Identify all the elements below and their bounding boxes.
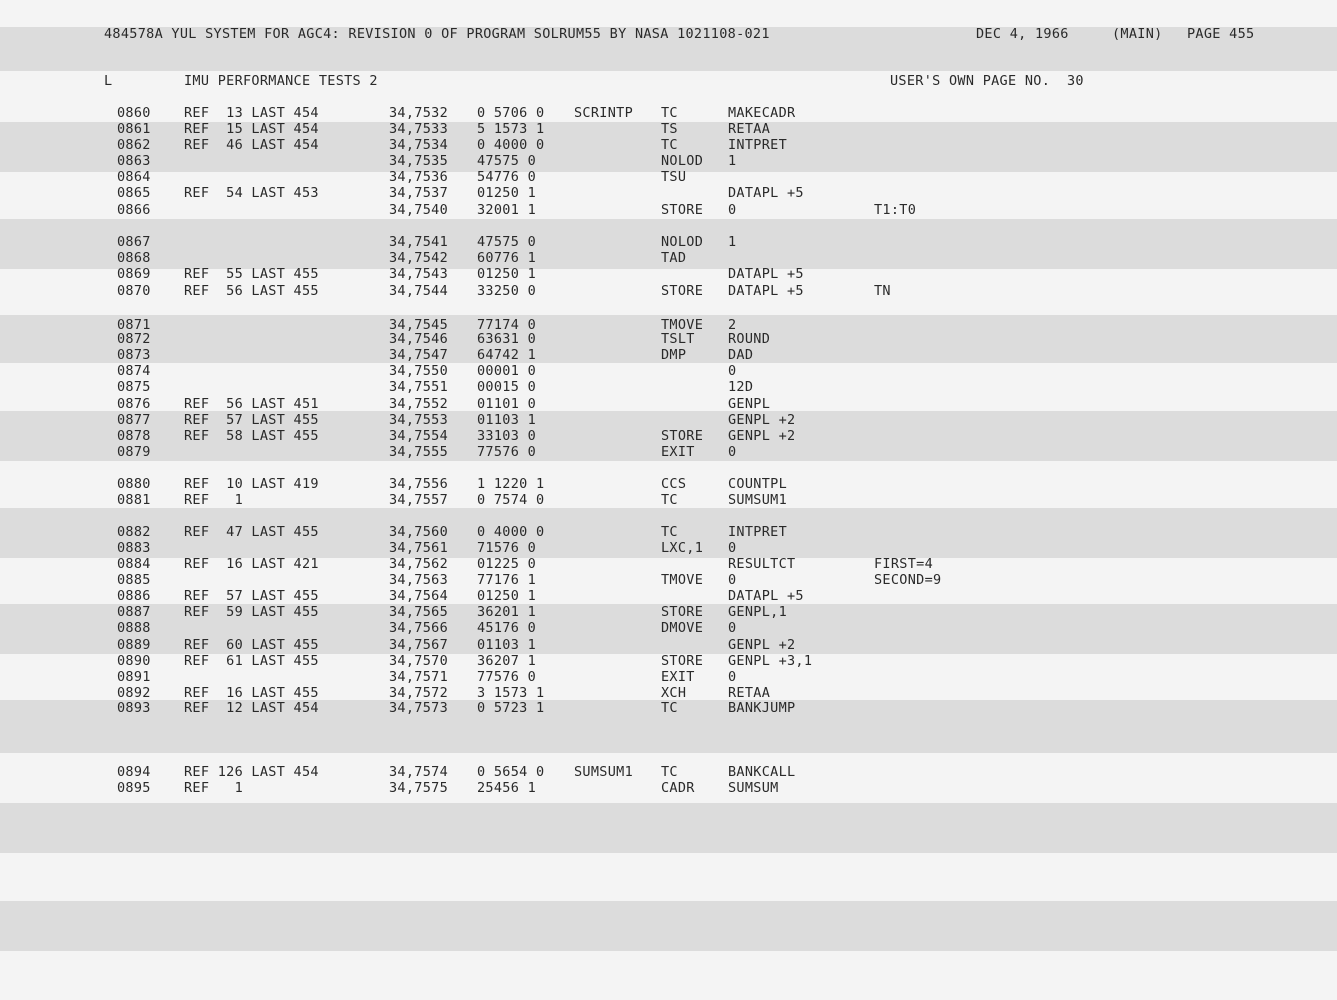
row-ref: REF 57 LAST 455 xyxy=(184,412,319,428)
row-opcode: EXIT xyxy=(661,444,695,460)
row-number: 0873 xyxy=(117,347,151,363)
row-address: 34,7572 xyxy=(389,685,448,701)
row-operand: DATAPL +5 xyxy=(728,588,804,604)
row-operand: 1 xyxy=(728,234,737,250)
row-ref: REF 46 LAST 454 xyxy=(184,137,319,153)
row-number: 0890 xyxy=(117,653,151,669)
listing-row xyxy=(0,604,1337,620)
row-opcode: TSU xyxy=(661,169,687,185)
row-number: 0875 xyxy=(117,379,151,395)
listing-row xyxy=(0,202,1337,218)
row-operand: DAD xyxy=(728,347,754,363)
row-operand: RESULTCT xyxy=(728,556,796,572)
listing-row xyxy=(0,137,1337,153)
row-number: 0892 xyxy=(117,685,151,701)
row-opcode: CADR xyxy=(661,780,695,796)
row-address: 34,7541 xyxy=(389,234,448,250)
row-opcode: TC xyxy=(661,764,678,780)
row-code: 64742 1 xyxy=(477,347,536,363)
row-opcode: STORE xyxy=(661,604,704,620)
row-number: 0861 xyxy=(117,121,151,137)
row-code: 63631 0 xyxy=(477,331,536,347)
row-opcode: TC xyxy=(661,137,678,153)
row-number: 0887 xyxy=(117,604,151,620)
row-opcode: STORE xyxy=(661,202,704,218)
row-address: 34,7571 xyxy=(389,669,448,685)
row-address: 34,7542 xyxy=(389,250,448,266)
row-ref: REF 47 LAST 455 xyxy=(184,524,319,540)
row-number: 0870 xyxy=(117,283,151,299)
listing-row xyxy=(0,379,1337,395)
row-number: 0860 xyxy=(117,105,151,121)
row-operand: DATAPL +5 xyxy=(728,266,804,282)
row-opcode: TMOVE xyxy=(661,572,704,588)
row-address: 34,7546 xyxy=(389,331,448,347)
row-operand: DATAPL +5 xyxy=(728,283,804,299)
row-address: 34,7533 xyxy=(389,121,448,137)
listing-header xyxy=(0,26,1337,42)
row-operand: GENPL xyxy=(728,396,771,412)
row-code: 0 7574 0 xyxy=(477,492,545,508)
row-code: 0 5723 1 xyxy=(477,700,545,716)
row-comment: SECOND=9 xyxy=(874,572,942,588)
row-ref: REF 60 LAST 455 xyxy=(184,637,319,653)
row-operand: COUNTPL xyxy=(728,476,787,492)
row-address: 34,7575 xyxy=(389,780,448,796)
row-address: 34,7552 xyxy=(389,396,448,412)
row-code: 33250 0 xyxy=(477,283,536,299)
listing-row xyxy=(0,588,1337,604)
row-operand: 12D xyxy=(728,379,754,395)
row-opcode: TAD xyxy=(661,250,687,266)
row-ref: REF 55 LAST 455 xyxy=(184,266,319,282)
row-address: 34,7564 xyxy=(389,588,448,604)
listing-row xyxy=(0,347,1337,363)
row-operand: 1 xyxy=(728,153,737,169)
row-operand: 0 xyxy=(728,620,737,636)
listing-row xyxy=(0,685,1337,701)
listing-row xyxy=(0,637,1337,653)
row-ref: REF 126 LAST 454 xyxy=(184,764,319,780)
row-address: 34,7550 xyxy=(389,363,448,379)
row-number: 0866 xyxy=(117,202,151,218)
header-date: DEC 4, 1966 xyxy=(976,26,1069,42)
row-operand: BANKJUMP xyxy=(728,700,796,716)
listing-row xyxy=(0,396,1337,412)
row-number: 0865 xyxy=(117,185,151,201)
row-number: 0889 xyxy=(117,637,151,653)
row-code: 01225 0 xyxy=(477,556,536,572)
row-number: 0895 xyxy=(117,780,151,796)
listing-row xyxy=(0,444,1337,460)
subheader-marker: L xyxy=(104,73,113,89)
row-operand: INTPRET xyxy=(728,524,787,540)
header-page: PAGE 455 xyxy=(1187,26,1255,42)
row-number: 0864 xyxy=(117,169,151,185)
listing-row xyxy=(0,556,1337,572)
row-opcode: CCS xyxy=(661,476,687,492)
row-code: 3 1573 1 xyxy=(477,685,545,701)
row-code: 71576 0 xyxy=(477,540,536,556)
row-ref: REF 16 LAST 455 xyxy=(184,685,319,701)
row-ref: REF 59 LAST 455 xyxy=(184,604,319,620)
row-ref: REF 1 xyxy=(184,492,243,508)
row-code: 32001 1 xyxy=(477,202,536,218)
row-code: 01103 1 xyxy=(477,637,536,653)
row-code: 00001 0 xyxy=(477,363,536,379)
listing-row xyxy=(0,121,1337,137)
row-number: 0884 xyxy=(117,556,151,572)
listing-row xyxy=(0,185,1337,201)
row-address: 34,7535 xyxy=(389,153,448,169)
paper-band xyxy=(0,803,1337,853)
listing-subheader xyxy=(0,73,1337,89)
listing-row xyxy=(0,283,1337,299)
row-operand: 0 xyxy=(728,363,737,379)
row-opcode: TS xyxy=(661,121,678,137)
listing-row xyxy=(0,540,1337,556)
row-address: 34,7565 xyxy=(389,604,448,620)
row-code: 47575 0 xyxy=(477,234,536,250)
listing-row xyxy=(0,669,1337,685)
listing-row xyxy=(0,700,1337,716)
listing-row xyxy=(0,153,1337,169)
row-code: 0 4000 0 xyxy=(477,137,545,153)
row-operand: SUMSUM1 xyxy=(728,492,787,508)
row-code: 0 5706 0 xyxy=(477,105,545,121)
row-address: 34,7537 xyxy=(389,185,448,201)
row-code: 77576 0 xyxy=(477,669,536,685)
row-ref: REF 58 LAST 455 xyxy=(184,428,319,444)
listing-row xyxy=(0,412,1337,428)
row-ref: REF 57 LAST 455 xyxy=(184,588,319,604)
listing-row xyxy=(0,331,1337,347)
row-code: 45176 0 xyxy=(477,620,536,636)
row-code: 60776 1 xyxy=(477,250,536,266)
row-number: 0878 xyxy=(117,428,151,444)
listing-row xyxy=(0,620,1337,636)
row-code: 33103 0 xyxy=(477,428,536,444)
row-code: 77174 0 xyxy=(477,317,536,333)
row-code: 0 4000 0 xyxy=(477,524,545,540)
row-operand: 0 xyxy=(728,540,737,556)
listing-row xyxy=(0,653,1337,669)
row-code: 77176 1 xyxy=(477,572,536,588)
row-address: 34,7557 xyxy=(389,492,448,508)
row-number: 0882 xyxy=(117,524,151,540)
row-operand: BANKCALL xyxy=(728,764,796,780)
subheader-title: IMU PERFORMANCE TESTS 2 xyxy=(184,73,378,89)
row-opcode: STORE xyxy=(661,653,704,669)
listing-row xyxy=(0,572,1337,588)
listing-row xyxy=(0,428,1337,444)
row-opcode: LXC,1 xyxy=(661,540,704,556)
row-opcode: DMOVE xyxy=(661,620,704,636)
row-operand: GENPL +2 xyxy=(728,412,796,428)
row-opcode: NOLOD xyxy=(661,234,704,250)
row-operand: GENPL +3,1 xyxy=(728,653,813,669)
row-address: 34,7553 xyxy=(389,412,448,428)
row-ref: REF 16 LAST 421 xyxy=(184,556,319,572)
row-operand: DATAPL +5 xyxy=(728,185,804,201)
row-operand: RETAA xyxy=(728,121,771,137)
row-address: 34,7554 xyxy=(389,428,448,444)
row-address: 34,7573 xyxy=(389,700,448,716)
row-address: 34,7534 xyxy=(389,137,448,153)
row-operand: 0 xyxy=(728,202,737,218)
row-comment: FIRST=4 xyxy=(874,556,933,572)
row-number: 0886 xyxy=(117,588,151,604)
row-operand: GENPL +2 xyxy=(728,637,796,653)
row-number: 0874 xyxy=(117,363,151,379)
row-address: 34,7567 xyxy=(389,637,448,653)
row-address: 34,7566 xyxy=(389,620,448,636)
row-code: 00015 0 xyxy=(477,379,536,395)
row-code: 1 1220 1 xyxy=(477,476,545,492)
row-number: 0867 xyxy=(117,234,151,250)
row-opcode: STORE xyxy=(661,428,704,444)
row-address: 34,7562 xyxy=(389,556,448,572)
row-number: 0885 xyxy=(117,572,151,588)
row-comment: T1:T0 xyxy=(874,202,917,218)
row-opcode: STORE xyxy=(661,283,704,299)
row-operand: 0 xyxy=(728,444,737,460)
row-opcode: TMOVE xyxy=(661,317,704,333)
row-operand: MAKECADR xyxy=(728,105,796,121)
row-code: 5 1573 1 xyxy=(477,121,545,137)
row-number: 0888 xyxy=(117,620,151,636)
row-code: 47575 0 xyxy=(477,153,536,169)
row-opcode: EXIT xyxy=(661,669,695,685)
subheader-own-page: USER'S OWN PAGE NO. 30 xyxy=(890,73,1084,89)
row-operand: RETAA xyxy=(728,685,771,701)
row-address: 34,7563 xyxy=(389,572,448,588)
listing-row xyxy=(0,492,1337,508)
row-opcode: XCH xyxy=(661,685,687,701)
row-operand: GENPL +2 xyxy=(728,428,796,444)
row-number: 0891 xyxy=(117,669,151,685)
row-opcode: NOLOD xyxy=(661,153,704,169)
row-code: 01250 1 xyxy=(477,266,536,282)
row-ref: REF 54 LAST 453 xyxy=(184,185,319,201)
row-ref: REF 56 LAST 455 xyxy=(184,283,319,299)
row-number: 0871 xyxy=(117,317,151,333)
row-opcode: TC xyxy=(661,492,678,508)
row-address: 34,7547 xyxy=(389,347,448,363)
row-code: 36201 1 xyxy=(477,604,536,620)
row-address: 34,7561 xyxy=(389,540,448,556)
row-code: 01103 1 xyxy=(477,412,536,428)
row-address: 34,7570 xyxy=(389,653,448,669)
row-code: 54776 0 xyxy=(477,169,536,185)
row-number: 0894 xyxy=(117,764,151,780)
row-number: 0863 xyxy=(117,153,151,169)
row-operand: GENPL,1 xyxy=(728,604,787,620)
row-address: 34,7540 xyxy=(389,202,448,218)
paper-band xyxy=(0,901,1337,951)
row-code: 01101 0 xyxy=(477,396,536,412)
row-number: 0880 xyxy=(117,476,151,492)
row-address: 34,7536 xyxy=(389,169,448,185)
listing-row xyxy=(0,250,1337,266)
row-address: 34,7551 xyxy=(389,379,448,395)
row-number: 0869 xyxy=(117,266,151,282)
row-opcode: TSLT xyxy=(661,331,695,347)
row-number: 0876 xyxy=(117,396,151,412)
row-number: 0883 xyxy=(117,540,151,556)
listing-row xyxy=(0,169,1337,185)
row-number: 0877 xyxy=(117,412,151,428)
row-address: 34,7532 xyxy=(389,105,448,121)
row-code: 01250 1 xyxy=(477,588,536,604)
row-number: 0868 xyxy=(117,250,151,266)
row-address: 34,7545 xyxy=(389,317,448,333)
row-ref: REF 56 LAST 451 xyxy=(184,396,319,412)
row-address: 34,7555 xyxy=(389,444,448,460)
listing-row xyxy=(0,764,1337,780)
row-ref: REF 1 xyxy=(184,780,243,796)
row-operand: INTPRET xyxy=(728,137,787,153)
header-main: (MAIN) xyxy=(1112,26,1163,42)
row-label: SUMSUM1 xyxy=(574,764,633,780)
row-opcode: DMP xyxy=(661,347,687,363)
row-number: 0879 xyxy=(117,444,151,460)
row-code: 01250 1 xyxy=(477,185,536,201)
row-code: 77576 0 xyxy=(477,444,536,460)
row-number: 0862 xyxy=(117,137,151,153)
row-code: 36207 1 xyxy=(477,653,536,669)
row-ref: REF 15 LAST 454 xyxy=(184,121,319,137)
row-number: 0872 xyxy=(117,331,151,347)
row-ref: REF 13 LAST 454 xyxy=(184,105,319,121)
row-address: 34,7556 xyxy=(389,476,448,492)
row-address: 34,7543 xyxy=(389,266,448,282)
listing-row xyxy=(0,363,1337,379)
listing-row xyxy=(0,780,1337,796)
row-address: 34,7544 xyxy=(389,283,448,299)
row-ref: REF 12 LAST 454 xyxy=(184,700,319,716)
listing-row xyxy=(0,234,1337,250)
row-number: 0881 xyxy=(117,492,151,508)
row-code: 0 5654 0 xyxy=(477,764,545,780)
listing-row xyxy=(0,476,1337,492)
row-number: 0893 xyxy=(117,700,151,716)
row-ref: REF 61 LAST 455 xyxy=(184,653,319,669)
row-label: SCRINTP xyxy=(574,105,633,121)
row-opcode: TC xyxy=(661,524,678,540)
listing-row xyxy=(0,524,1337,540)
row-operand: SUMSUM xyxy=(728,780,779,796)
row-operand: 2 xyxy=(728,317,737,333)
listing-row xyxy=(0,105,1337,121)
row-operand: 0 xyxy=(728,572,737,588)
row-operand: 0 xyxy=(728,669,737,685)
header-program-info: 484578A YUL SYSTEM FOR AGC4: REVISION 0 OF PROGRAM SOLRUM55 BY NASA 1021108-021 xyxy=(104,26,770,42)
row-code: 25456 1 xyxy=(477,780,536,796)
row-operand: ROUND xyxy=(728,331,771,347)
row-comment: TN xyxy=(874,283,891,299)
row-opcode: TC xyxy=(661,700,678,716)
row-ref: REF 10 LAST 419 xyxy=(184,476,319,492)
row-address: 34,7574 xyxy=(389,764,448,780)
row-address: 34,7560 xyxy=(389,524,448,540)
row-opcode: TC xyxy=(661,105,678,121)
listing-row xyxy=(0,266,1337,282)
